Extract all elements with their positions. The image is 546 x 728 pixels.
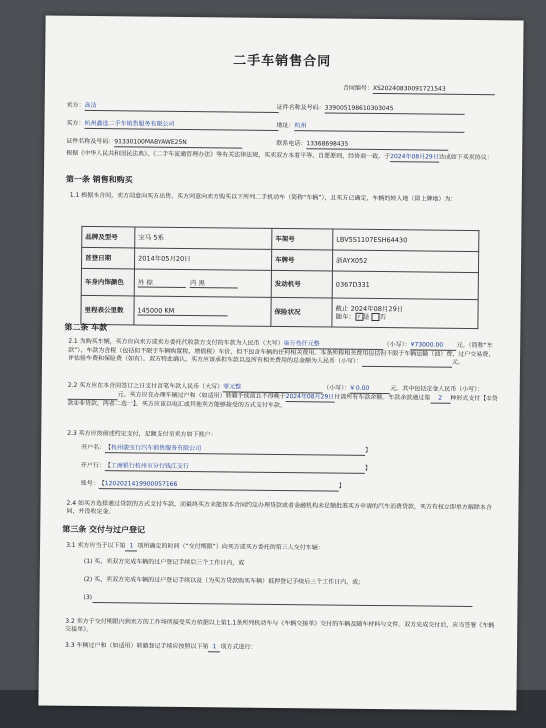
buyer-name: 杭州鑫选二手车销售服务有限公司 [84, 120, 278, 131]
yes-checkbox[interactable]: √ [355, 313, 363, 321]
clause-2-2: 2.2 买方应在本合同签订之日支付首笔车款人民币（大写）零元整 （小写）：¥ 0.00 元。其中包括定金人民币（小写）： 元。买方应在办理车辆过户和（如适用）转籍手续前且不得晚于2024年08月29日付清所有车款余额。车款余款通过第 2 种形式支付【①贷款②非贷款，两者二选一】。买方应该以电汇或其他卖方能够接受的方式支付车款。 [67, 381, 498, 410]
address-row [276, 122, 464, 133]
vin-value: LBV5S1107ESH64430 [333, 229, 479, 252]
table-row [81, 268, 478, 299]
no-checkbox[interactable] [372, 313, 380, 321]
engine-label: 发动机号 [271, 270, 332, 298]
table-row [81, 295, 478, 328]
phone: 13368698435 [306, 140, 448, 150]
account-holder-label: 开户名： [81, 443, 106, 452]
clause-3-1-text-a: 3.1 卖方应当于以下第 [66, 541, 126, 550]
vin-label: 车架号 [272, 228, 333, 250]
delivery-option-3-blank [92, 594, 472, 607]
address-label: 地址： [276, 121, 295, 130]
buyer-label: 买方： [66, 119, 85, 127]
delivery-option-2: (2) 买、卖双方完成车辆的过户登记手续以及（为买方贷款购买车辆）抵押登记手续后三个工作日内，或; [83, 575, 361, 586]
clause-3-2: 3.2 卖方于交付期限内到卖方的工作场所接受买方依据以上第1.1条所列机动车与《车辆交接单》交付的车辆及随车材料与文件。双方完成交付后，应当签署《车辆交接单》。 [65, 617, 495, 634]
bank: 【工商银行杭州市分行钱江支行 [105, 462, 365, 474]
bank-row: 开户行：【工商银行杭州市分行钱江支行 】 [80, 461, 371, 472]
account-number: 【1202021419900057166 [99, 480, 339, 492]
price-amount: ¥73000.00 [411, 341, 457, 350]
section-3-title: 第三条 交付与过户登记 [62, 524, 146, 535]
account-number-label: 账号： [80, 479, 99, 488]
clause-2-2-rest-a: 元。其中包括定金人民币（小写）： [390, 385, 484, 394]
total-amount-blank [362, 358, 452, 368]
seller-id-label: 证件名称及号码： [276, 103, 325, 112]
contract-number: XS20240830091721543 [373, 85, 495, 95]
buyer-id: 91330100MABYAWE25N [114, 138, 242, 148]
reg-date-label: 首登日期 [81, 247, 134, 269]
insurance-value [332, 298, 478, 329]
exterior-color: 外 棕 [138, 278, 186, 288]
clause-3-1-text-b: 项所确定的时间（“交付期限”）向买方或买方委托的第三人交付车辆： [137, 542, 324, 552]
yuan-label: 元。 [451, 358, 465, 366]
delivery-option-3 [83, 594, 472, 607]
mileage-value [134, 296, 271, 326]
clause-2-4: 2.4 如买方选择通过贷款的方式支付车款，而最终买方未能按本合同约定办理贷款或者金融机构未足额批准买方申请的汽车消费贷款，买方有权立即单方解除本合同，并没收定金。 [66, 499, 492, 516]
no-label: 否 [379, 313, 387, 322]
delivery-option: 1 [125, 542, 137, 551]
buyer-id-label: 证件名称及号码： [66, 137, 115, 146]
clause-2-2-text: 2.2 买方应在本合同签订之日支付首笔车款人民币（大写） [67, 381, 224, 391]
seller-label: 卖方： [66, 101, 85, 109]
contract-page [38, 16, 523, 711]
phone-row [276, 140, 448, 151]
vehicle-table [80, 226, 479, 329]
mileage-label: 里程表公里数 [81, 295, 134, 325]
insurance-until: 截止 2024年08月29日 [335, 304, 404, 314]
clause-2-3: 2.3 买方应按前述约定支付，足额支付至卖方如下账户： [67, 429, 217, 439]
first-payment-amount: ¥ 0.00 [350, 385, 390, 394]
seller-id: 339005198610303045 [325, 104, 465, 114]
plate-value: 浙AYX052 [332, 250, 478, 273]
preamble-text-a: 根据《中华人民共和国民法典》、《二手车流通管理办法》等有关法律法规，买卖双方本着平等、自愿原则，经协商一致，于 [66, 149, 391, 161]
section-1-title: 第一条 销售和购买 [65, 174, 133, 185]
color-label: 车身内饰颜色 [81, 268, 134, 296]
clause-2-1-rest: 元。（简称“车款”），车款为含税（包括但不限于车辆购置税、增值税）车价，但不包含车辆的任何相关费用。本条所称相关费用包括但不限于车辆运输（油）费、过户交易费、评估验车费和保险费（如有）。双方特此确认，买方应该承担车款以及所有相关费用的总金额为人民币（小写）： [68, 341, 495, 365]
contract-number-row [343, 85, 495, 96]
clause-2-1-text: 2.1 为购买车辆，买方应向卖方或卖方委托代收款方支付的车款为人民币（大写） [68, 337, 284, 348]
delivery-option-3-label: (3) [83, 593, 93, 602]
price-in-words: 柒万叁仟元整 [284, 340, 384, 350]
yes-label: 是 [362, 312, 370, 321]
contract-number-label: 合同编号： [342, 84, 373, 92]
account-holder: 【杭州骏宝行汽车销售服务有限公司 [105, 444, 365, 456]
brand-label: 品牌及型号 [82, 226, 135, 248]
insurance-with-car [335, 313, 474, 322]
clause-2-1 [68, 338, 498, 369]
preamble-date: 2024年08月29日 [390, 153, 439, 161]
first-payment-words: 零元整 [223, 383, 323, 393]
clause-3-1 [66, 542, 324, 554]
account-number-row: 账号：【1202021419900057166 】 [80, 479, 345, 490]
bank-label: 开户行： [80, 461, 105, 470]
contract-title: 二手车销售合同 [233, 53, 332, 70]
clause-3-3-text-b: 项方式进行： [220, 643, 257, 651]
delivery-option-1: (1) 买、卖双方完成车辆的过户登记手续后三个工作日内，或 [83, 557, 245, 567]
preamble [66, 150, 498, 164]
engine-value: 0367D331 [332, 271, 478, 300]
reg-date-value: 2014年05月20日 [134, 248, 271, 270]
with-car-label: 随车： [335, 312, 356, 321]
section-2-title: 第二条 车款 [64, 322, 108, 333]
buyer-row [66, 120, 278, 131]
insurance-label: 保险状况 [271, 297, 332, 327]
clause-3-3 [65, 642, 257, 653]
phone-label: 联系电话： [276, 139, 307, 148]
payment-method: 2 [430, 395, 450, 404]
interior-color: 内 黑 [190, 279, 238, 289]
seller-name: 高洁 [85, 102, 279, 113]
color-value [134, 269, 271, 297]
clause-1-1: 1.1 根据本合同，卖方同意向买方出售，买方同意向卖方购买以下所列二手机动车（简称“车辆”），且买方已确定，车辆的转入地（即上牌地）为： [69, 191, 457, 203]
transfer-option: 1 [208, 643, 220, 652]
clause-3-3-text-a: 3.3 车辆过户和（如适用）转籍登记手续应按照以下第 [64, 641, 209, 651]
preamble-text-b: 达成如下买卖协议： [438, 153, 493, 162]
address: 杭州 [294, 122, 464, 133]
price-small-label: （小写）： [383, 341, 411, 349]
clause-2-2-rest-b: 元。买方应在办理车辆过户和（如适用）转籍手续前且不得晚于 [117, 391, 286, 401]
seller-id-row [277, 104, 465, 115]
clause-2-2-rest-d: 种形式支付【①贷款②非贷款，两者二选一】。买方应该以电汇或其他卖方能够接受的方式支付车款。 [67, 394, 498, 410]
final-payment-date: 2024年08月29日 [285, 393, 335, 401]
mileage: 145000 KM [137, 306, 227, 316]
buyer-id-row [66, 138, 242, 149]
account-holder-row: 开户名：【杭州骏宝行汽车销售服务有限公司 】 [81, 443, 372, 454]
brand-value: 宝马 5系 [135, 227, 272, 249]
seller-row [67, 102, 279, 113]
clause-2-2-rest-c: 付清所有车款余额。车款余款通过第 [334, 393, 431, 402]
plate-label: 车牌号 [271, 249, 332, 271]
